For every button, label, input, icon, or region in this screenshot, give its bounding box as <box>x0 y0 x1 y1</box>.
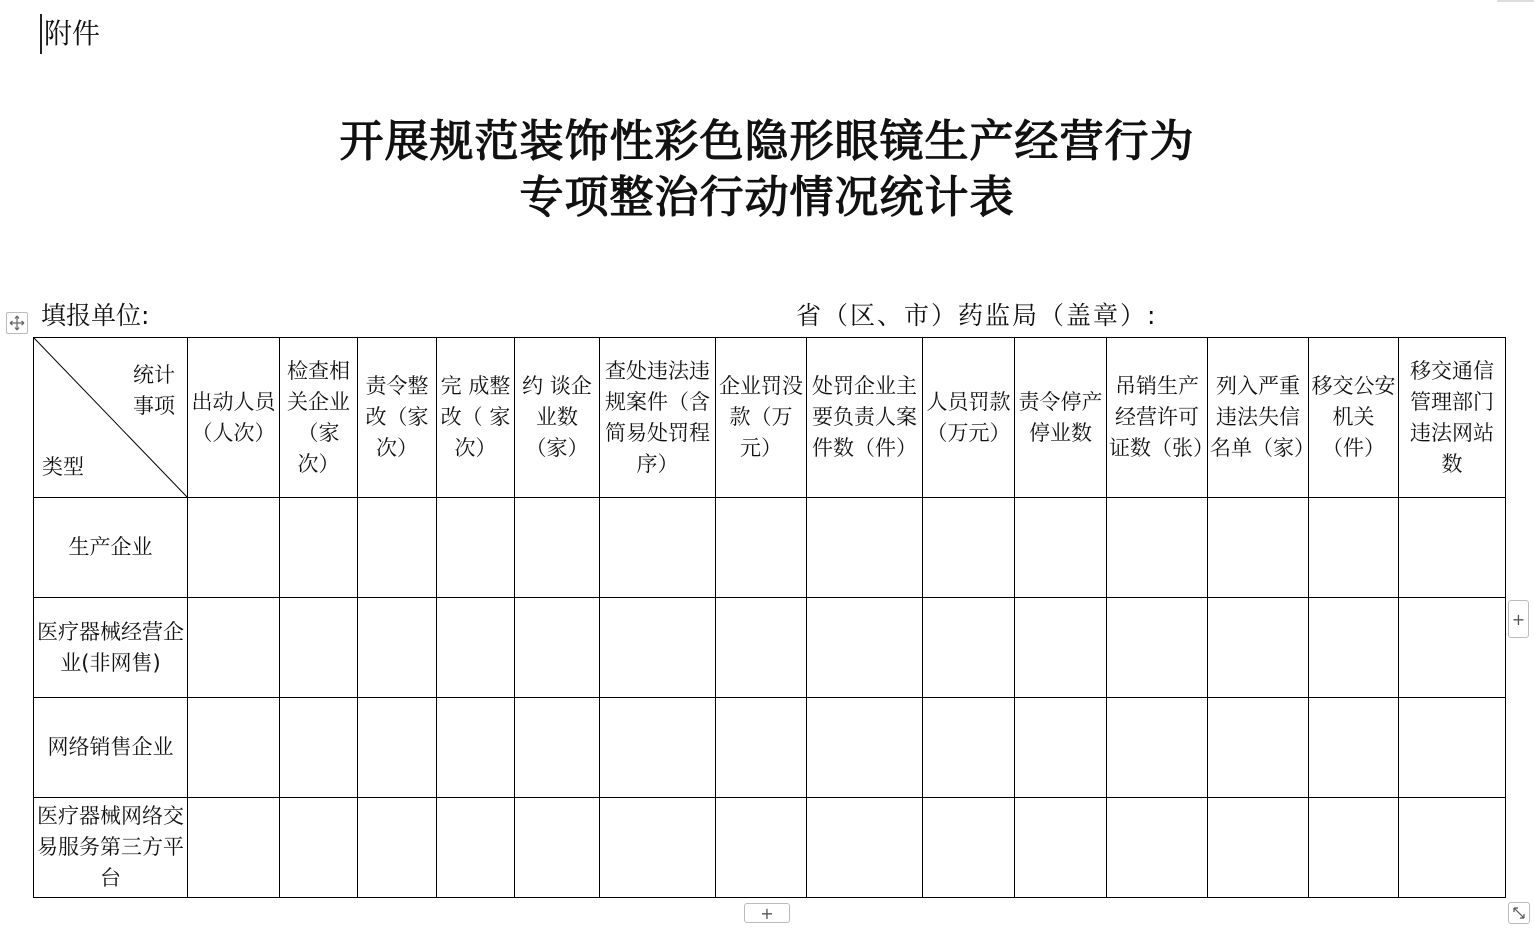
table-move-handle-icon[interactable] <box>6 312 28 334</box>
corner-bottom-label: 类型 <box>42 455 84 479</box>
plus-icon: + <box>760 903 774 923</box>
corner-top-label: 统计事项 <box>133 363 175 418</box>
header-cell[interactable]: 约 谈企 业数（家） <box>515 338 600 498</box>
data-cell[interactable] <box>1107 698 1208 798</box>
header-cell[interactable]: 移交公安机关（件） <box>1309 338 1399 498</box>
data-cell[interactable] <box>280 598 358 698</box>
add-column-button[interactable] <box>1508 600 1529 638</box>
header-cell[interactable]: 责令整改（家次） <box>358 338 437 498</box>
data-cell[interactable] <box>188 798 280 898</box>
data-cell[interactable] <box>437 498 515 598</box>
province-seal-label: 省（区、市）药监局（盖章）: <box>796 301 1158 330</box>
header-cell[interactable]: 列入严重违法失信名单（家） <box>1208 338 1309 498</box>
data-cell[interactable] <box>280 798 358 898</box>
corner-header-cell[interactable] <box>34 338 188 498</box>
data-cell[interactable] <box>1015 698 1107 798</box>
data-cell[interactable] <box>1309 598 1399 698</box>
data-cell[interactable] <box>1107 598 1208 698</box>
data-cell[interactable] <box>600 798 716 898</box>
data-cell[interactable] <box>515 798 600 898</box>
header-row <box>34 338 1506 498</box>
statistics-table <box>33 337 1506 898</box>
data-cell[interactable] <box>188 498 280 598</box>
header-cell[interactable]: 完 成整 改（ 家次） <box>437 338 515 498</box>
data-cell[interactable] <box>807 798 923 898</box>
data-cell[interactable] <box>1208 498 1309 598</box>
data-cell[interactable] <box>358 498 437 598</box>
data-cell[interactable] <box>1015 598 1107 698</box>
data-cell[interactable] <box>923 498 1015 598</box>
header-cell[interactable]: 移交通信管理部门违法网站数 <box>1399 338 1506 498</box>
move-arrows-icon <box>9 315 25 331</box>
header-cell[interactable]: 查处违法违规案件（含简易处罚程序） <box>600 338 716 498</box>
table-row <box>34 698 1506 798</box>
row-header-cell[interactable]: 医疗器械网络交易服务第三方平台 <box>34 798 188 898</box>
data-cell[interactable] <box>1399 498 1506 598</box>
data-cell[interactable] <box>1015 498 1107 598</box>
data-cell[interactable] <box>600 498 716 598</box>
data-cell[interactable] <box>280 698 358 798</box>
table-row <box>34 498 1506 598</box>
page-corner-mark <box>1497 0 1534 2</box>
data-cell[interactable] <box>515 698 600 798</box>
data-cell[interactable] <box>1208 598 1309 698</box>
row-header-cell[interactable]: 网络销售企业 <box>34 698 188 798</box>
data-cell[interactable] <box>716 598 807 698</box>
plus-icon: + <box>1511 609 1526 629</box>
data-cell[interactable] <box>1015 798 1107 898</box>
data-cell[interactable] <box>807 498 923 598</box>
data-cell[interactable] <box>280 498 358 598</box>
table-row <box>34 798 1506 898</box>
data-cell[interactable] <box>923 798 1015 898</box>
data-cell[interactable] <box>1208 798 1309 898</box>
header-cell[interactable]: 企业罚没款（万元） <box>716 338 807 498</box>
title-line-2: 专项整治行动情况统计表 <box>519 172 1015 223</box>
data-cell[interactable] <box>716 498 807 598</box>
document-title <box>0 114 1534 226</box>
data-cell[interactable] <box>1399 598 1506 698</box>
title-line-1: 开展规范装饰性彩色隐形眼镜生产经营行为 <box>339 116 1195 167</box>
header-cell[interactable]: 处罚企业主要负责人案件数（件） <box>807 338 923 498</box>
header-cell[interactable]: 检查相关企业（家次） <box>280 338 358 498</box>
table-row <box>34 598 1506 698</box>
data-cell[interactable] <box>1399 698 1506 798</box>
table-resize-handle[interactable] <box>1508 902 1530 924</box>
data-cell[interactable] <box>716 698 807 798</box>
data-cell[interactable] <box>515 598 600 698</box>
header-cell[interactable]: 人员罚款（万元） <box>923 338 1015 498</box>
data-cell[interactable] <box>807 698 923 798</box>
data-cell[interactable] <box>188 698 280 798</box>
header-cell[interactable]: 责令停产停业数 <box>1015 338 1107 498</box>
fill-unit-label: 填报单位: <box>41 301 150 330</box>
data-cell[interactable] <box>1309 798 1399 898</box>
data-cell[interactable] <box>358 798 437 898</box>
data-cell[interactable] <box>1309 698 1399 798</box>
data-cell[interactable] <box>358 698 437 798</box>
data-cell[interactable] <box>1399 798 1506 898</box>
attachment-label: 附件 <box>40 14 100 54</box>
data-cell[interactable] <box>923 698 1015 798</box>
data-cell[interactable] <box>923 598 1015 698</box>
header-cell[interactable]: 吊销生产经营许可证数（张） <box>1107 338 1208 498</box>
add-row-button[interactable] <box>744 903 790 923</box>
data-cell[interactable] <box>1107 798 1208 898</box>
row-header-cell[interactable]: 生产企业 <box>34 498 188 598</box>
data-cell[interactable] <box>807 598 923 698</box>
header-cell[interactable]: 出动人员（人次） <box>188 338 280 498</box>
data-cell[interactable] <box>716 798 807 898</box>
data-cell[interactable] <box>600 698 716 798</box>
data-cell[interactable] <box>1309 498 1399 598</box>
data-cell[interactable] <box>437 598 515 698</box>
row-header-cell[interactable]: 医疗器械经营企业(非网售) <box>34 598 188 698</box>
data-cell[interactable] <box>600 598 716 698</box>
diagonal-resize-icon <box>1512 906 1526 920</box>
data-cell[interactable] <box>188 598 280 698</box>
data-cell[interactable] <box>1107 498 1208 598</box>
data-cell[interactable] <box>515 498 600 598</box>
data-cell[interactable] <box>437 698 515 798</box>
data-cell[interactable] <box>358 598 437 698</box>
data-cell[interactable] <box>1208 698 1309 798</box>
data-cell[interactable] <box>437 798 515 898</box>
